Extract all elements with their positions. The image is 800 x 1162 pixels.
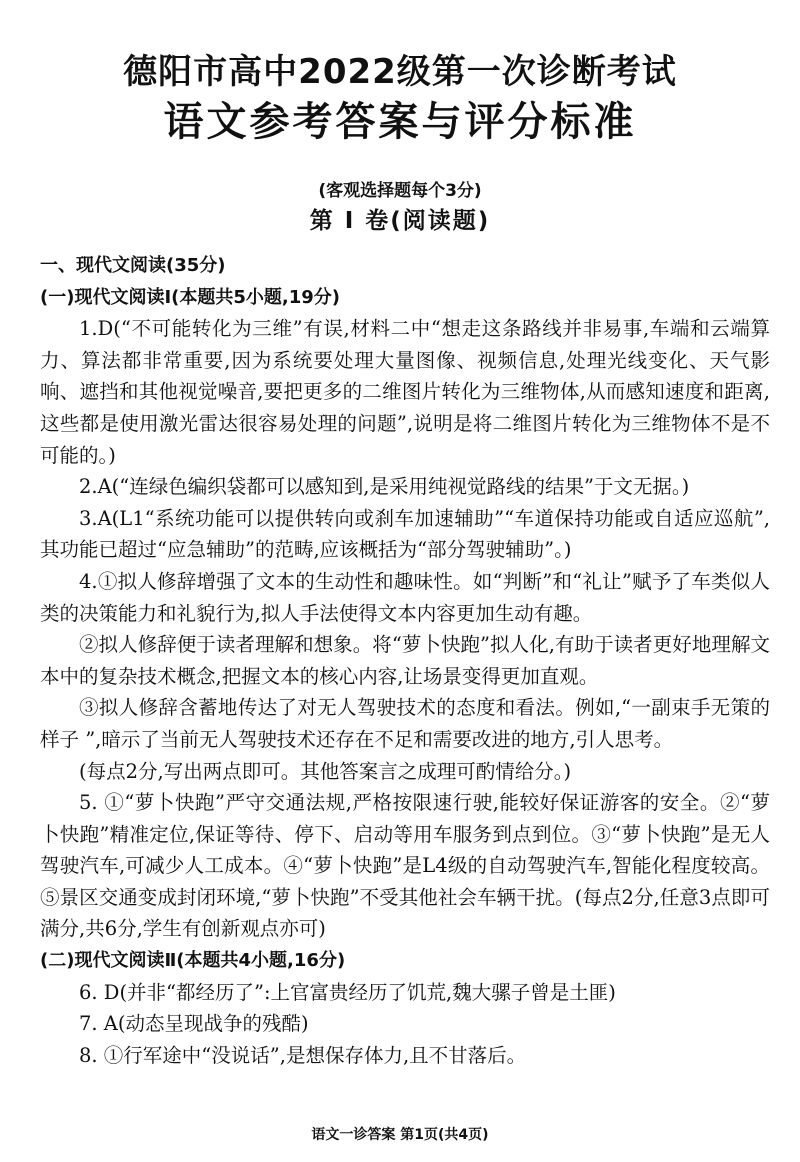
answer-q3: 3.A(L1“系统功能可以提供转向或刹车加速辅助”“车道保持功能或自适应巡航”,其功能已超过“应急辅助”的范畴,应该概括为“部分驾驶辅助”。) (40, 506, 770, 562)
scoring-note: (客观选择题每个3分) (318, 181, 482, 201)
answer-q1: 1.D(“不可能转化为三维”有误,材料二中“想走这条路线并非易事,车端和云端算力、算法都非常重要,因为系统要处理大量图像、视频信息,处理光线变化、天气影响、遮挡和其他视觉噪音,要把更多的二维图片转化为三维物体,从而感知速度和距离,这些都是使用激光雷达很容易处理的问题”,说明是将二维图片转化为三维物体不是不可能的。) (40, 317, 770, 467)
page-footer: 语文一诊答案 第1页(共4页) (311, 1127, 489, 1143)
answer-q8: 8. ①行军途中“没说话”,是想保存体力,且不甘落后。 (79, 1043, 527, 1067)
document-title: 语文参考答案与评分标准 (163, 99, 637, 145)
exam-title: 德阳市高中2022级第一次诊断考试 (123, 52, 677, 92)
answer-q4-point3: ③拟人修辞含蓄地传达了对无人驾驶技术的态度和看法。例如,“一副束手无策的样子 ”,暗示了当前无人驾驶技术还存在不足和需要改进的地方,引人思考。 (40, 696, 770, 751)
answer-q2: 2.A(“连绿色编织袋都可以感知到,是采用纯视觉路线的结果”于文无据。) (79, 475, 690, 499)
subsection-heading-2: (二)现代文阅读Ⅱ(本题共4小题,16分) (40, 950, 346, 972)
section-heading: 一、现代文阅读(35分) (40, 255, 226, 276)
answer-q4-point2: ②拟人修辞便于读者理解和想象。将“萝卜快跑”拟人化,有助于读者更好地理解文本中的复杂技术概念,把握文本的核心内容,让场景变得更加直观。 (40, 633, 770, 688)
answer-q6: 6. D(并非“都经历了”:上官富贵经历了饥荒,魏大骡子曾是土匪) (79, 980, 616, 1004)
subsection-heading-1: (一)现代文阅读Ⅰ(本题共5小题,19分) (40, 286, 341, 308)
answer-q4-note: (每点2分,写出两点即可。其他答案言之成理可酌情给分。) (79, 759, 572, 783)
answer-body (40, 250, 770, 1071)
answer-q4-point1: 4.①拟人修辞增强了文本的生动性和趣味性。如“判断”和“礼让”赋予了车类似人类的决策能力和礼貌行为,拟人手法使得文本内容更加生动有趣。 (40, 569, 770, 625)
volume-heading: 第 Ⅰ 卷(阅读题) (309, 208, 491, 234)
answer-q7: 7. A(动态呈现战争的残酷) (79, 1012, 309, 1036)
answer-q5: 5. ①“萝卜快跑”严守交通法规,严格按限速行驶,能较好保证游客的安全。②“萝卜快跑”精准定位,保证等待、停下、启动等用车服务到点到位。③“萝卜快跑”是无人驾驶汽车,可减少人工成本。④“萝卜快跑”是L4级的自动驾驶汽车,智能化程度较高。⑤景区交通变成封闭环境,“萝卜快跑”不受其他社会车辆干扰。(每点2分,任意3点即可满分,共6分,学生有创新观点亦可) (40, 791, 770, 941)
